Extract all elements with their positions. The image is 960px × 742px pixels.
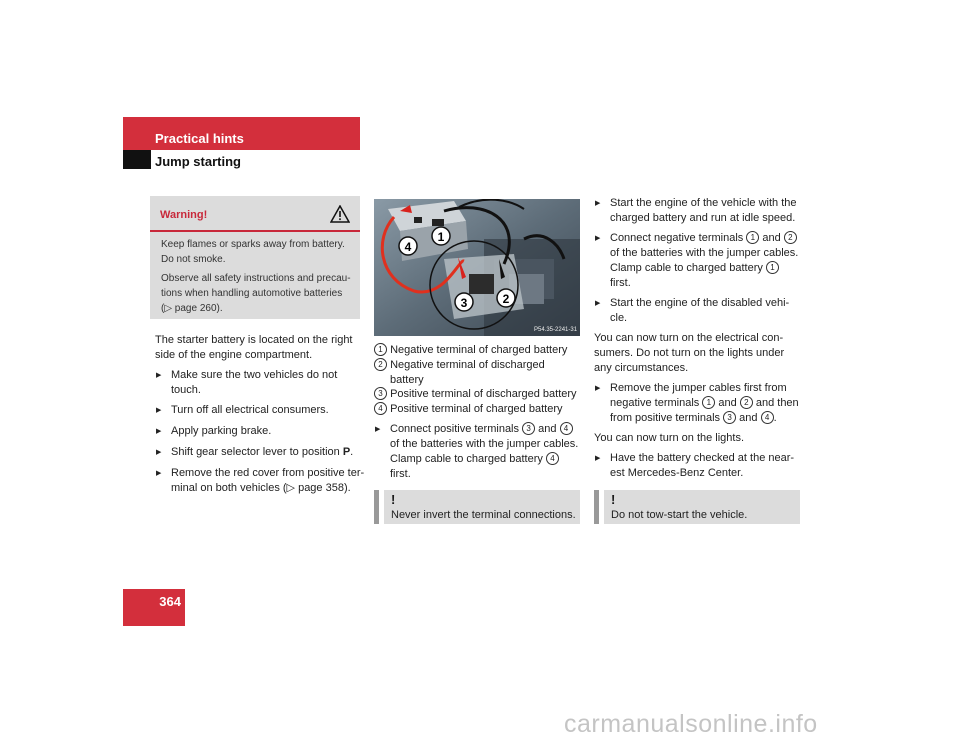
page-number: 364 — [159, 594, 181, 609]
intro-line: The starter battery is located on the right — [155, 334, 353, 346]
note-bar — [594, 490, 599, 524]
jump-start-illustration — [374, 199, 580, 336]
note-exclamation: ! — [391, 492, 396, 507]
paragraph-line: any circumstances. — [594, 362, 689, 374]
note-text: Never invert the terminal connections. — [391, 509, 576, 521]
step-item: ▶ Connect positive terminals 3 and 4 of the batteries with the jumper cables. Clamp cable to charged battery 4 first. — [374, 422, 600, 482]
step-item: ▶ Shift gear selector lever to position P. — [155, 445, 353, 460]
watermark: carmanualsonline.info — [564, 710, 818, 738]
note-bar — [374, 490, 379, 524]
warning-line: Keep flames or sparks away from battery. — [161, 239, 345, 250]
step-item: ▶ Start the engine of the vehicle with the charged battery and run at idle speed. — [594, 196, 825, 226]
warning-line: Do not smoke. — [161, 254, 226, 265]
legend-item: 3 Positive terminal of discharged battery — [374, 387, 577, 402]
note-text: Do not tow-start the vehicle. — [611, 509, 748, 521]
subsection-title: Jump starting — [155, 154, 241, 169]
warning-line: tions when handling automotive batteries — [161, 288, 343, 299]
paragraph-line: You can now turn on the electrical con- — [594, 332, 784, 344]
legend-item: 2 Negative terminal of discharged — [374, 358, 545, 373]
header-black-marker — [123, 150, 151, 169]
figure-code: P54.35-2241-31 — [534, 327, 578, 333]
legend-item: 1 Negative terminal of charged battery — [374, 343, 567, 358]
step-item: ▶ Start the engine of the disabled vehi- cle. — [594, 296, 825, 326]
step-item: ▶ Remove the red cover from positive ter- minal on both vehicles (▷ page 358). — [155, 466, 364, 496]
callout-2: 2 — [502, 292, 510, 306]
warning-divider — [150, 230, 360, 232]
callout-4: 4 — [404, 240, 412, 254]
legend-item: 4 Positive terminal of charged battery — [374, 402, 562, 417]
warning-triangle-icon — [330, 205, 350, 223]
note-exclamation: ! — [611, 492, 616, 507]
step-item: ▶ Make sure the two vehicles do not touch. — [155, 368, 337, 398]
legend-item-cont: battery — [390, 374, 424, 386]
paragraph-line: You can now turn on the lights. — [594, 432, 745, 444]
step-item: ▶ Turn off all electrical consumers. — [155, 403, 329, 418]
section-title: Practical hints — [155, 131, 244, 146]
step-item: ▶ Apply parking brake. — [155, 424, 271, 439]
step-item: ▶ Connect negative terminals 1 and 2 of the batteries with the jumper cables. Clamp cable to charged battery 1 first. — [594, 231, 825, 291]
callout-3: 3 — [460, 296, 468, 310]
step-item: ▶ Have the battery checked at the near- est Mercedes-Benz Center. — [594, 451, 825, 481]
warning-line: Observe all safety instructions and precau- — [161, 273, 351, 284]
callout-1: 1 — [437, 230, 445, 244]
paragraph-line: sumers. Do not turn on the lights under — [594, 347, 785, 359]
intro-line: side of the engine compartment. — [155, 349, 313, 361]
warning-title: Warning! — [160, 209, 208, 221]
step-item: ▶ Remove the jumper cables first from negative terminals 1 and 2 and then from positive terminals 3 and 4 . — [594, 381, 825, 426]
warning-line: (▷ page 260). — [161, 303, 223, 314]
